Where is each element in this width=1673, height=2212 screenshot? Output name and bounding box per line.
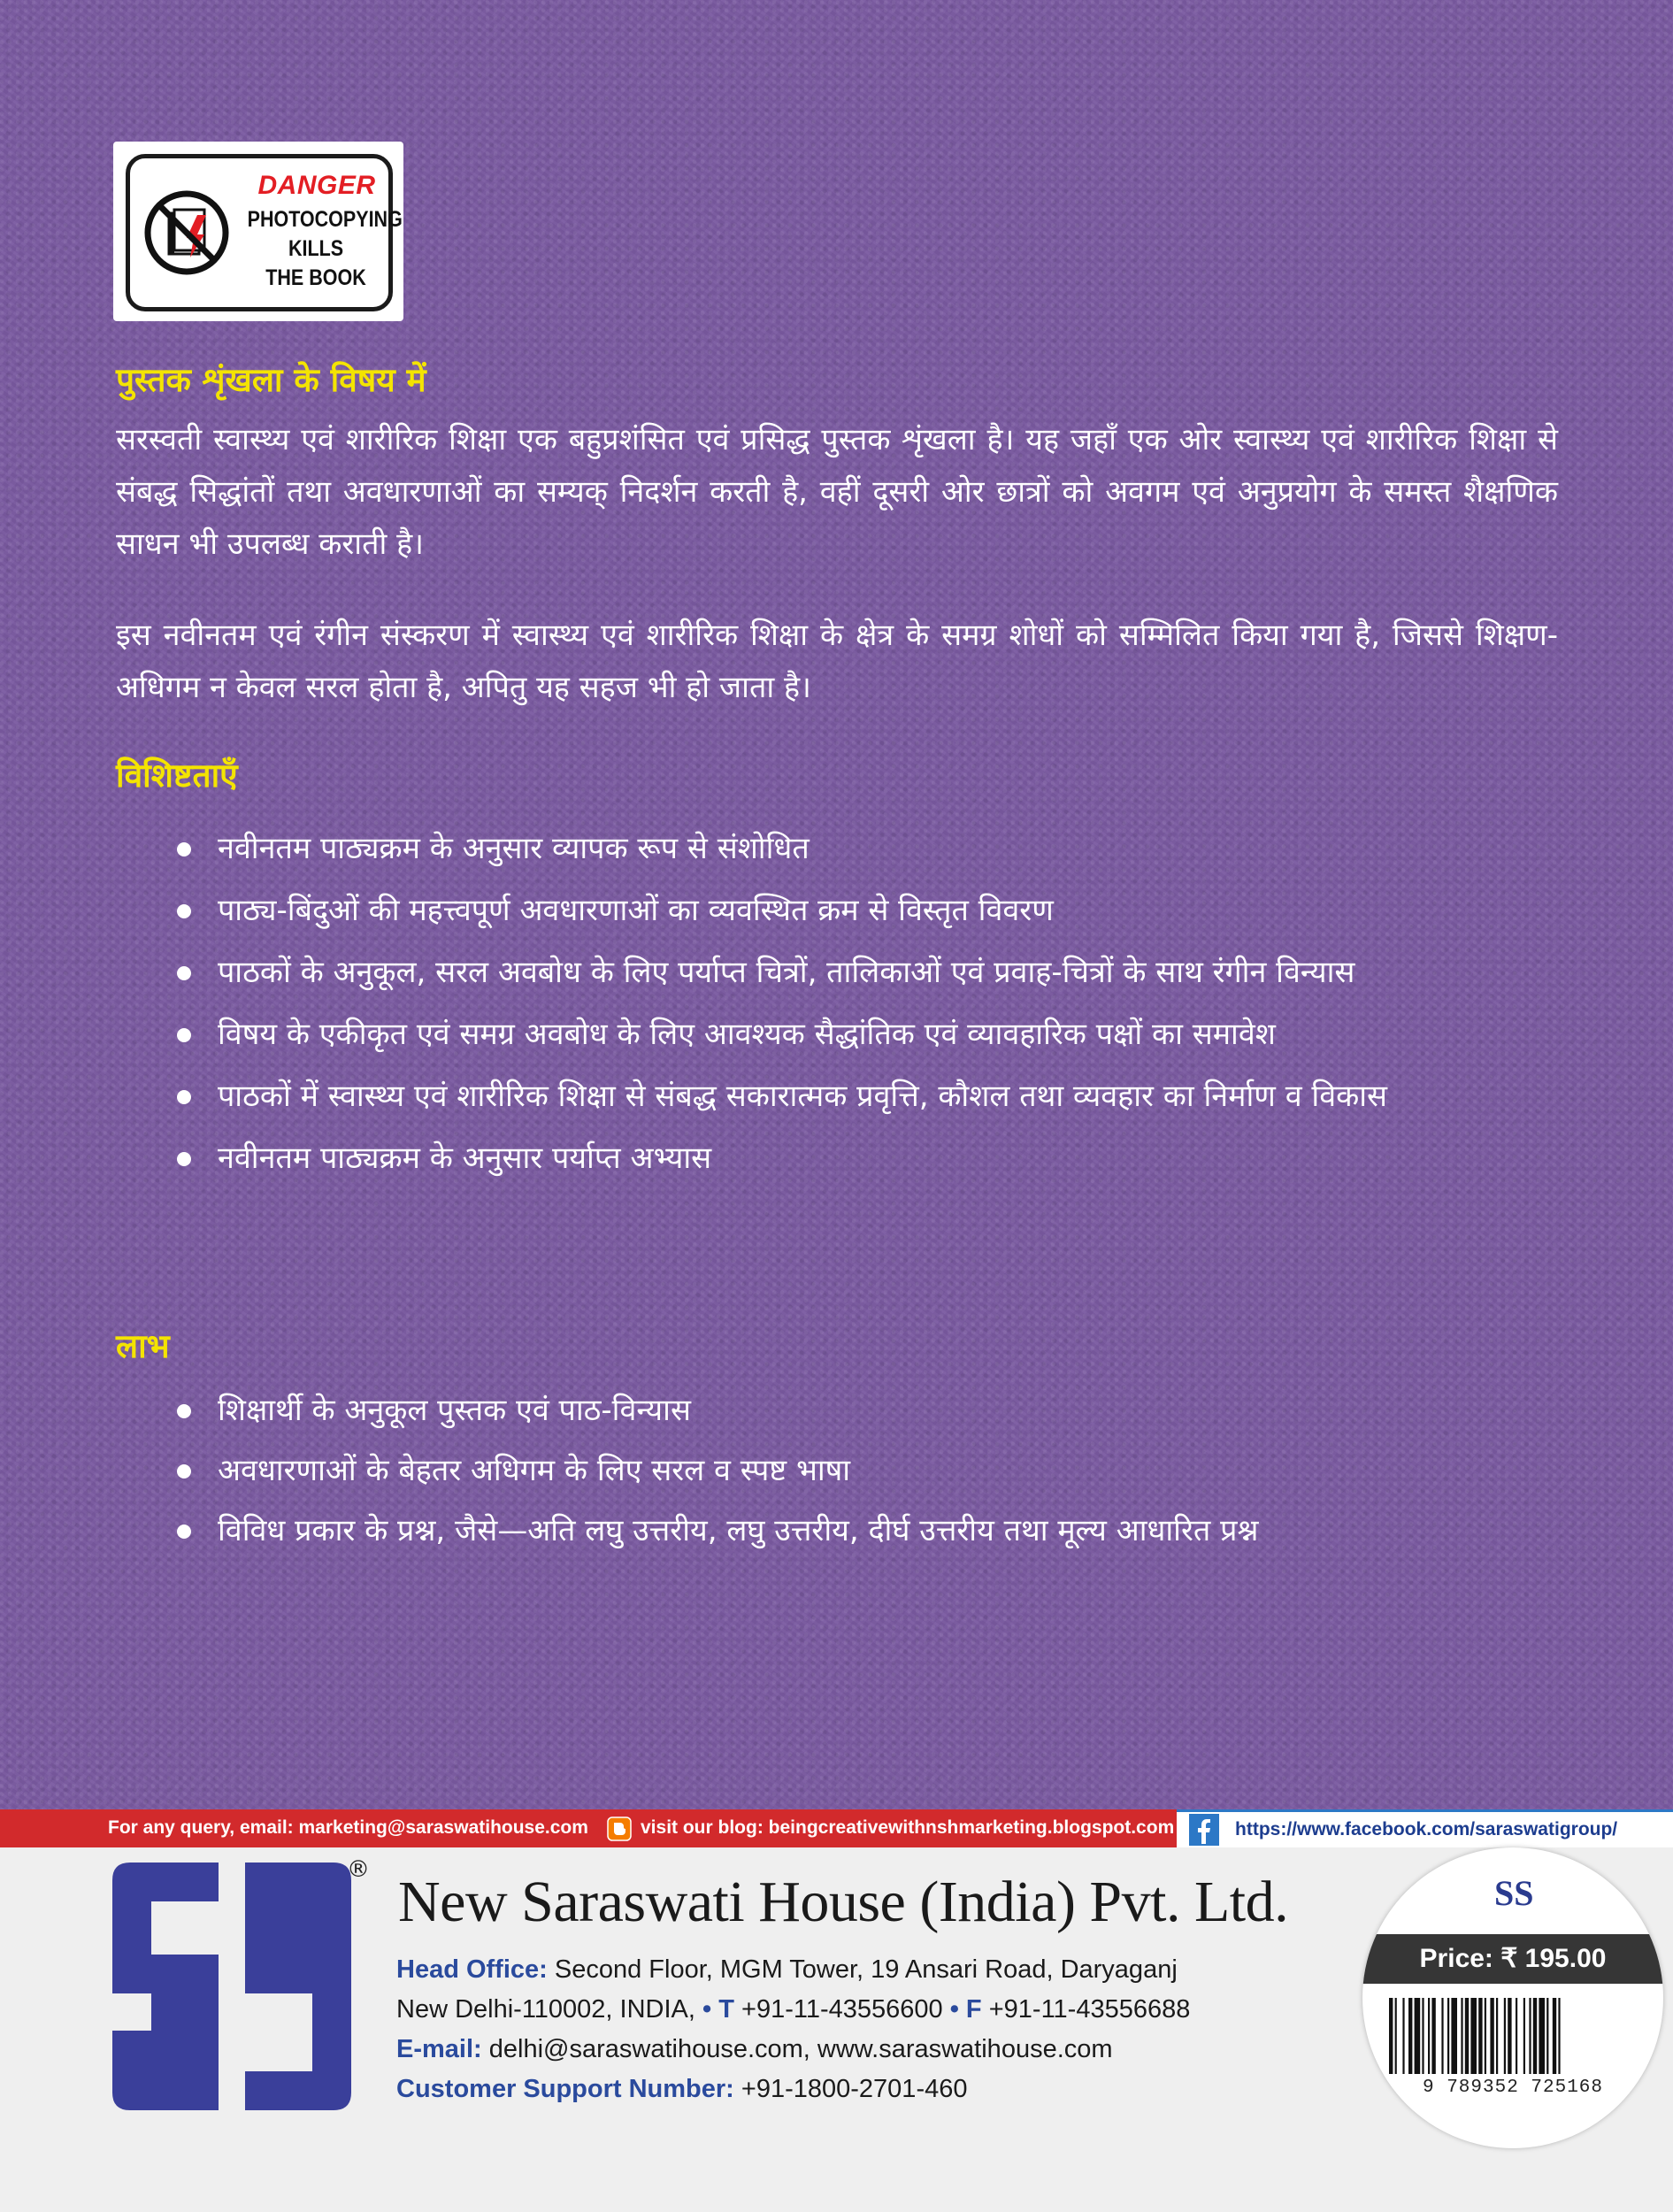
bullet-icon	[177, 904, 191, 918]
blog-link[interactable]: visit our blog: beingcreativewithnshmarketing.blogspot.com	[641, 1817, 1175, 1838]
bullet-icon	[177, 1404, 191, 1418]
list-item: विषय के एकीकृत एवं समग्र अवबोध के लिए आवश्यक सैद्धांतिक एवं व्यावहारिक पक्षों का समावेश	[177, 1009, 1557, 1060]
strip-red-band	[0, 1809, 1177, 1847]
danger-sign-frame	[126, 154, 403, 311]
isbn-number: 9 789352 725168	[1422, 2078, 1604, 2098]
bullet-icon	[177, 1464, 191, 1479]
head-office-label: Head Office:	[396, 1955, 548, 1984]
benefits-heading: लाभ	[116, 1327, 170, 1365]
bullet-icon	[177, 1152, 191, 1166]
danger-line-1: PHOTOCOPYING	[247, 207, 403, 232]
contact-strip	[0, 1809, 1673, 1847]
list-item: पाठकों के अनुकूल, सरल अवबोध के लिए पर्याप्त चित्रों, तालिकाओं एवं प्रवाह-चित्रों के साथ रंगीन विन्यास	[177, 947, 1557, 998]
features-list	[177, 823, 1557, 1184]
danger-title: DANGER	[257, 171, 376, 200]
facebook-link[interactable]: https://www.facebook.com/saraswatigroup/	[1235, 1819, 1618, 1839]
list-item: शिक्षार्थी के अनुकूल पुस्तक एवं पाठ-विन्यास	[177, 1385, 1557, 1436]
registered-mark: ®	[347, 1856, 370, 1883]
list-item: अवधारणाओं के बेहतर अधिगम के लिए सरल व स्पष्ट भाषा	[177, 1445, 1557, 1496]
benefits-list	[177, 1385, 1557, 1556]
bullet-icon	[177, 1525, 191, 1539]
danger-line-3: THE BOOK	[265, 265, 366, 290]
about-heading: पुस्तक शृंखला के विषय में	[116, 361, 426, 399]
facebook-icon	[1189, 1814, 1219, 1846]
price-logo: SS	[1494, 1873, 1534, 1913]
price-badge	[1362, 1847, 1663, 2148]
email-line	[396, 2035, 1113, 2064]
support-label: Customer Support Number:	[396, 2075, 734, 2103]
about-paragraph-1: सरस्वती स्वास्थ्य एवं शारीरिक शिक्षा एक बहुप्रशंसित एवं प्रसिद्ध पुस्तक शृंखला है। यह जहाँ एक ओर स्वास्थ्य एवं शारीरिक शिक्षा से संबद्ध सिद्धांतों तथा अवधारणाओं का सम्यक् निदर्शन करती है, वहीं दूसरी ओर छात्रों को अवगम एवं अनुप्रयोग के समस्त शैक्षणिक साधन भी उपलब्ध कराती है।	[116, 422, 1558, 562]
danger-line-2: KILLS	[288, 236, 344, 261]
city-text: New Delhi-110002, INDIA,	[396, 1995, 695, 2024]
email-value[interactable]: delhi@saraswatihouse.com, www.saraswatihouse.com	[488, 2035, 1113, 2063]
about-paragraph-2: इस नवीनतम एवं रंगीन संस्करण में स्वास्थ्य एवं शारीरिक शिक्षा के क्षेत्र के समग्र शोधों को सम्मिलित किया गया है, जिससे शिक्षण-अधिगम न केवल सरल होता है, अपितु यह सहज भी हो जाता है।	[116, 618, 1558, 705]
fax-label: • F	[949, 1995, 982, 2024]
list-item: विविध प्रकार के प्रश्न, जैसे—अति लघु उत्तरीय, लघु उत्तरीय, दीर्घ उत्तरीय तथा मूल्य आधारित प्रश्न	[177, 1505, 1557, 1556]
city-phone-line	[396, 1995, 1190, 2024]
no-photocopy-book-icon	[142, 188, 231, 277]
bullet-icon	[177, 966, 191, 980]
email-label: E-mail:	[396, 2035, 482, 2063]
danger-sign	[113, 142, 403, 321]
fax-value: +91-11-43556688	[988, 1995, 1191, 2024]
head-office-line	[396, 1955, 1178, 1985]
barcode	[1389, 1998, 1637, 2074]
head-office-value: Second Floor, MGM Tower, 19 Ansari Road, Daryaganj	[554, 1955, 1178, 1984]
phone-value[interactable]: +91-11-43556600	[741, 1995, 943, 2024]
list-item: नवीनतम पाठ्यक्रम के अनुसार व्यापक रूप से संशोधित	[177, 823, 1557, 874]
phone-label: • T	[702, 1995, 734, 2024]
bullet-icon	[177, 1090, 191, 1104]
blogger-icon	[607, 1816, 632, 1841]
list-item: पाठ्य-बिंदुओं की महत्त्वपूर्ण अवधारणाओं का व्यवस्थित क्रम से विस्तृत विवरण	[177, 885, 1557, 936]
strip-facebook-band	[1177, 1809, 1673, 1847]
query-email-text[interactable]: For any query, email: marketing@saraswatihouse.com	[108, 1817, 588, 1838]
bullet-icon	[177, 842, 191, 856]
list-item: नवीनतम पाठ्यक्रम के अनुसार पर्याप्त अभ्यास	[177, 1133, 1557, 1184]
support-line	[396, 2075, 967, 2104]
saraswati-house-logo	[112, 1863, 351, 2128]
features-heading: विशिष्टताएँ	[116, 757, 238, 795]
list-item: पाठकों में स्वास्थ्य एवं शारीरिक शिक्षा से संबद्ध सकारात्मक प्रवृत्ति, कौशल तथा व्यवहार का निर्माण व विकास	[177, 1071, 1557, 1122]
support-value[interactable]: +91-1800-2701-460	[741, 2075, 968, 2103]
bullet-icon	[177, 1028, 191, 1042]
price-label: Price: ₹ 195.00	[1362, 1934, 1663, 1984]
publisher-name: New Saraswati House (India) Pvt. Ltd.	[398, 1870, 1289, 1934]
